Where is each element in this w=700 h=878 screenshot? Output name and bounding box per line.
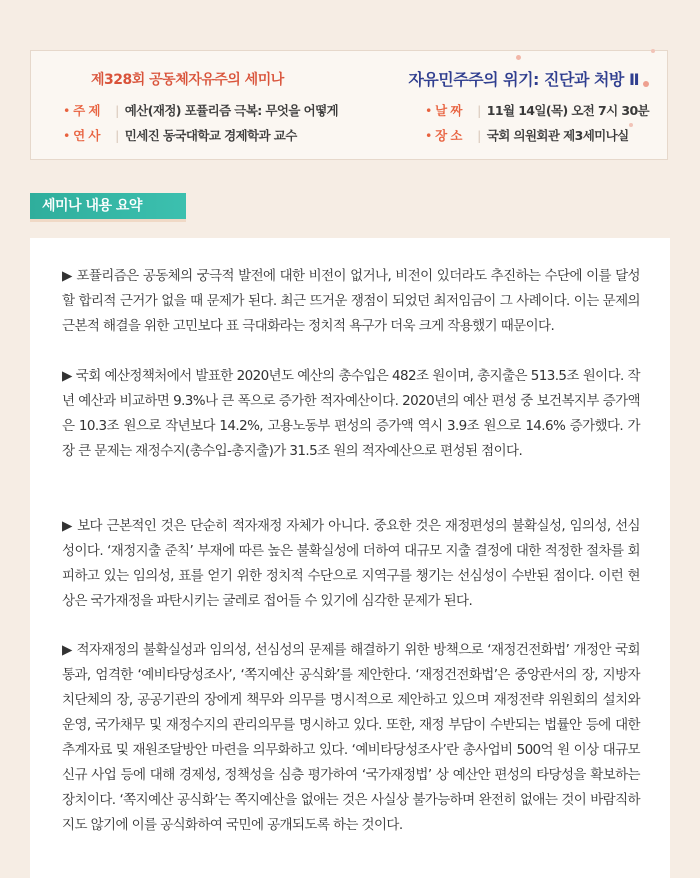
seminar-number: 제328회 공동체자유주의 세미나	[91, 72, 284, 88]
decorative-dot	[516, 55, 521, 60]
summary-card	[30, 238, 670, 878]
divider: |	[115, 128, 119, 143]
section-tab-underline	[30, 219, 186, 222]
seminar-info-box	[30, 50, 668, 160]
summary-paragraph: ▶ 보다 근본적인 것은 단순히 적자재정 자체가 아니다. 중요한 것은 재정편성의 불확실성, 임의성, 선심성이다. ‘재정지출 준칙’ 부재에 따른 높은 불확실성에 더하여 대규모 지출 결정에 대한 적정한 절차를 회피하고 있는 임의성, 표를 얻기 위한 정치적 수단으로 지역구를 챙기는 선심성이 수반된 점이다. 이런 현상은 국가재정을 파탄시키는 굴레로 접어들 수 있기에 심각한 문제가 된다.	[62, 518, 640, 609]
divider: |	[477, 128, 481, 143]
topic-label: 주 제	[73, 103, 100, 118]
decorative-dot	[643, 81, 649, 87]
bullet-icon: •	[425, 128, 436, 143]
divider: |	[477, 103, 481, 118]
decorative-dot	[651, 49, 655, 53]
speaker-row	[63, 126, 297, 144]
venue-row	[425, 126, 629, 144]
divider: |	[115, 103, 119, 118]
topic-row	[63, 101, 338, 119]
bullet-icon: •	[63, 128, 74, 143]
summary-paragraph: ▶ 포퓰리즘은 공동체의 궁극적 발전에 대한 비전이 없거나, 비전이 있더라도 추진하는 수단에 이를 달성할 합리적 근거가 없을 때 문제가 된다. 최근 뜨거운 쟁점이 되었던 최저임금이 그 사례이다. 이는 문제의 근본적 해결을 위한 고민보다 표 극대화라는 정치적 욕구가 더욱 크게 작용했기 때문이다.	[62, 268, 640, 334]
decorative-dot	[629, 123, 633, 127]
date-label: 날 짜	[435, 103, 462, 118]
date-value: 11월 14일(목) 오전 7시 30분	[486, 103, 650, 118]
seminar-title: 자유민주주의 위기: 진단과 처방 Ⅱ	[408, 70, 639, 89]
speaker-label: 연 사	[73, 128, 100, 143]
speaker-value: 민세진 동국대학교 경제학과 교수	[124, 128, 297, 143]
date-row	[425, 101, 649, 119]
bullet-icon: •	[425, 103, 436, 118]
section-tab: 세미나 내용 요약	[30, 193, 186, 219]
venue-value: 국회 의원회관 제3세미나실	[486, 128, 629, 143]
venue-label: 장 소	[435, 128, 462, 143]
summary-paragraph: ▶ 적자재정의 불확실성과 임의성, 선심성의 문제를 해결하기 위한 방책으로 ‘재정건전화법’ 개정안 국회통과, 엄격한 ‘예비타당성조사’, ‘쪽지예산 공식화’를 제안한다. ‘재정건전화법’은 중앙관서의 장, 지방자치단체의 장, 공공기관의 장에게 책무와 의무를 명시적으로 제안하고 있으며 재정전략 위원회의 설치와 운영, 국가채무 및 재정수지의 관리의무를 명시하고 있다. 또한, 재정 부담이 수반되는 법률안 등에 대한 추계자료 및 재원조달방안 마련을 의무화하고 있다. ‘예비타당성조사’란 총사업비 500억 원 이상 대규모 신규 사업 등에 대해 경제성, 정책성을 심층 평가하여 ‘국가재정법’ 상 예산안 편성의 타당성을 확보하는 장치이다. ‘쪽지예산 공식화’는 쪽지예산을 없애는 것은 사실상 불가능하며 완전히 없애는 것이 바람직하지도 않기에 이를 공식화하여 국민에 공개되도록 하는 것이다.	[62, 642, 640, 833]
topic-value: 예산(재정) 포퓰리즘 극복: 무엇을 어떻게	[124, 103, 339, 118]
bullet-icon: •	[63, 103, 74, 118]
summary-paragraph: ▶ 국회 예산정책처에서 발표한 2020년도 예산의 총수입은 482조 원이며, 총지출은 513.5조 원이다. 작년 예산과 비교하면 9.3%나 큰 폭으로 증가한 적자예산이다. 2020년의 예산 편성 중 보건복지부 증가액은 10.3조 원으로 작년보다 14.2%, 고용노동부 편성의 증가액 역시 3.9조 원으로 14.6% 증가했다. 가장 큰 문제는 재정수지(총수입-총지출)가 31.5조 원의 적자예산으로 편성된 점이다.	[62, 368, 640, 459]
